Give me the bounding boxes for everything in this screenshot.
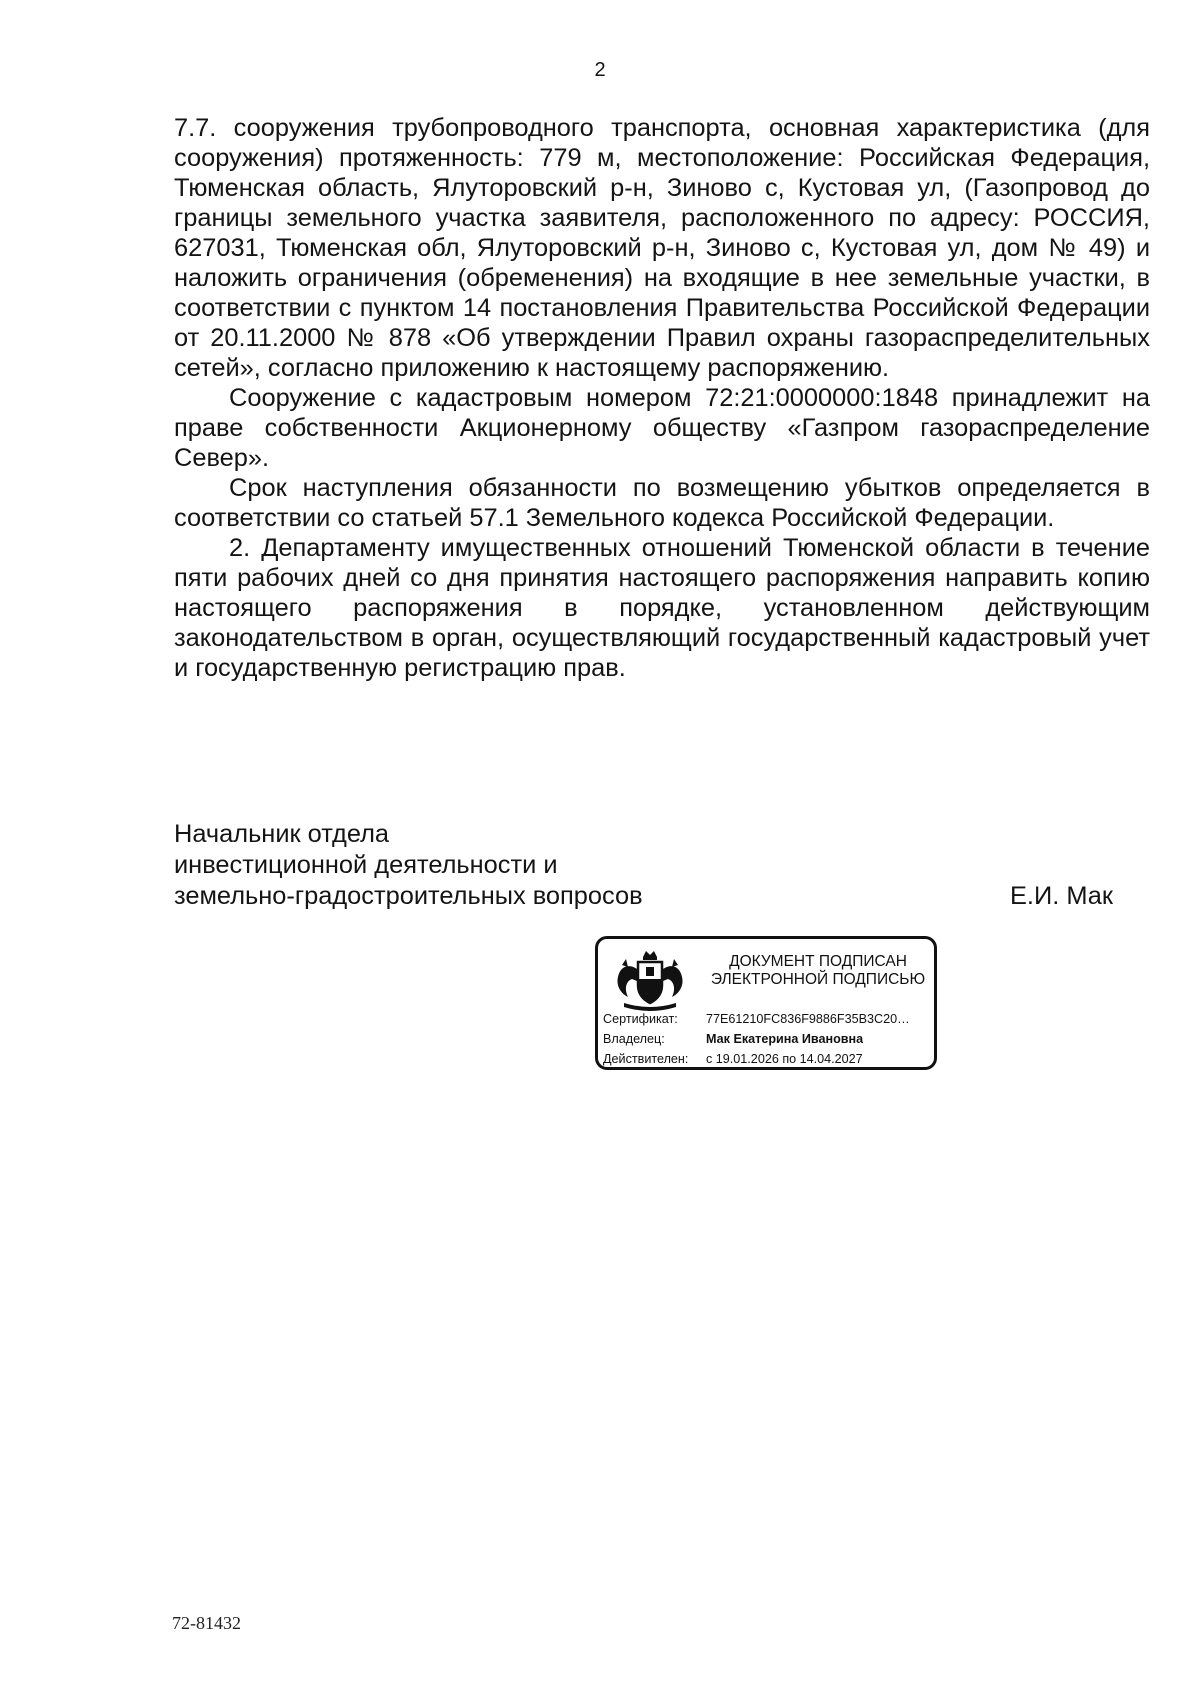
stamp-row-validity — [603, 1049, 933, 1069]
document-body — [174, 113, 1150, 683]
certificate-label: Сертификат: — [603, 1012, 678, 1026]
stamp-row-owner — [603, 1029, 933, 1049]
signatory-title-line: земельно-градостроительных вопросов — [174, 882, 643, 910]
stamp-title — [708, 953, 928, 989]
owner-label: Владелец: — [603, 1032, 665, 1046]
coat-of-arms-icon — [610, 947, 690, 1017]
signatory-title-line: инвестиционной деятельности и — [174, 851, 558, 879]
paragraph-item-7-7: 7.7. сооружения трубопроводного транспорта, основная характеристика (для сооружения) протяженность: 779 м, местоположение: Российская Федерация, Тюменская область, Ялуторовский р-н, Зиново с, Кустовая ул, (Газопровод до границы земельного участка заявителя, расположенного по адресу: РОССИЯ, 627031, Тюменская обл, Ялуторовский р-н, Зиново с, Кустовая ул, дом № 49) и наложить ограничения (обременения) на входящие в нее земельные участки, в соответствии с пунктом 14 постановления Правительства Российской Федерации от 20.11.2000 № 878 «Об утверждении Правил охраны газораспределительных сетей», согласно приложению к настоящему распоряжению. — [174, 114, 1150, 382]
stamp-title-line: ЭЛЕКТРОННОЙ ПОДПИСЬЮ — [710, 971, 926, 988]
owner-value: Мак Екатерина Ивановна — [706, 1032, 864, 1046]
electronic-signature-stamp — [595, 936, 937, 1070]
certificate-value: 77E61210FC836F9886F35B3C20… — [706, 1012, 910, 1026]
signer-name: Е.И. Мак — [1010, 882, 1114, 910]
signatory-title — [174, 819, 643, 912]
stamp-row-certificate — [603, 1009, 933, 1029]
paragraph-damages-term: Срок наступления обязанности по возмещению убытков определяется в соответствии со статьей 57.1 Земельного кодекса Российской Федерации. — [174, 474, 1150, 532]
paragraph-item-2: 2. Департаменту имущественных отношений Тюменской области в течение пяти рабочих дней со дня принятия настоящего распоряжения направить копию настоящего распоряжения в порядке, установленном действующим законодательством в орган, осуществляющий государственный кадастровый учет и государственную регистрацию прав. — [174, 534, 1150, 682]
document-id: 72-81432 — [172, 1613, 241, 1633]
validity-label: Действителен: — [603, 1052, 689, 1066]
validity-value: с 19.01.2026 по 14.04.2027 — [706, 1052, 863, 1066]
page-number: 2 — [594, 59, 606, 81]
signatory-title-line: Начальник отдела — [174, 820, 390, 848]
paragraph-structure-ownership: Сооружение с кадастровым номером 72:21:0000000:1848 принадлежит на праве собственности Акционерному обществу «Газпром газораспределение Север». — [174, 384, 1150, 472]
stamp-title-line: ДОКУМЕНТ ПОДПИСАН — [729, 953, 907, 970]
stamp-details — [603, 1009, 933, 1069]
